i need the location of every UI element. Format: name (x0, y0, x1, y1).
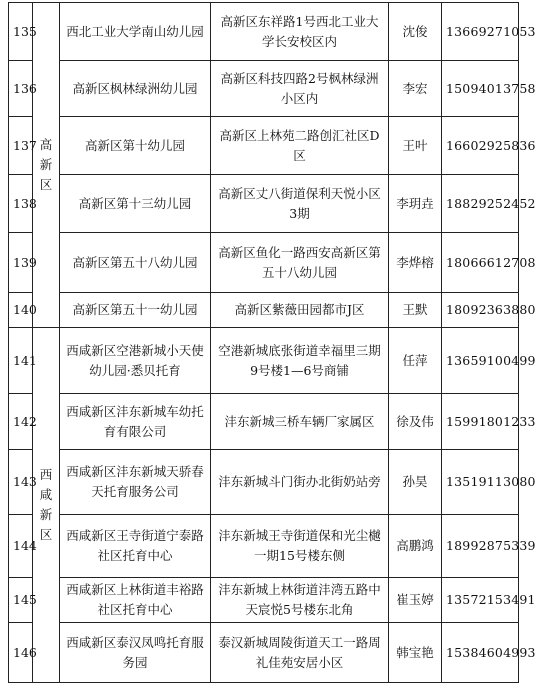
institution-name: 高新区第十三幼儿园 (60, 175, 211, 233)
row-number: 142 (9, 394, 33, 450)
institution-name: 西北工业大学南山幼儿园 (60, 3, 211, 61)
row-number: 137 (9, 117, 33, 175)
row-number: 136 (9, 61, 33, 117)
institution-address: 沣东新城斗门街办北街奶站旁 (211, 450, 389, 515)
contact-phone: 16602925836 (442, 117, 519, 175)
table-row (9, 233, 519, 293)
row-number: 139 (9, 233, 33, 293)
institution-address: 泰汉新城周陵街道天工一路周礼佳苑安居小区 (211, 623, 389, 683)
institution-name: 西咸新区空港新城小天使幼儿园·悉贝托育 (60, 328, 211, 394)
row-number: 146 (9, 623, 33, 683)
contact-person: 王默 (389, 293, 442, 328)
table-row (9, 578, 519, 623)
institution-address: 沣东新城上林街道沣湾五路中天宸悦5号楼东北角 (211, 578, 389, 623)
table-row (9, 328, 519, 394)
contact-person: 任萍 (389, 328, 442, 394)
institution-name: 西咸新区上林街道丰裕路社区托育中心 (60, 578, 211, 623)
institution-name: 高新区第五十一幼儿园 (60, 293, 211, 328)
contact-phone: 18992875339 (442, 515, 519, 578)
institution-address: 沣东新城三桥车辆厂家属区 (211, 394, 389, 450)
institution-address: 沣东新城王寺街道保和光尘樾一期15号楼东侧 (211, 515, 389, 578)
table-row (9, 3, 519, 61)
table-row (9, 61, 519, 117)
institution-name: 高新区第五十八幼儿园 (60, 233, 211, 293)
contact-person: 徐及伟 (389, 394, 442, 450)
contact-person: 沈俊 (389, 3, 442, 61)
institution-address: 高新区科技四路2号枫林绿洲小区内 (211, 61, 389, 117)
table-row (9, 117, 519, 175)
row-number: 138 (9, 175, 33, 233)
row-number: 135 (9, 3, 33, 61)
contact-person: 崔玉婷 (389, 578, 442, 623)
table-row (9, 394, 519, 450)
region-label: 西咸新区 (39, 467, 53, 542)
table-row (9, 623, 519, 683)
institution-name: 西咸新区泰汉凤鸣托育服务园 (60, 623, 211, 683)
institution-address: 高新区上林苑二路创汇社区D区 (211, 117, 389, 175)
contact-phone: 15384604993 (442, 623, 519, 683)
contact-person: 王叶 (389, 117, 442, 175)
row-number: 140 (9, 293, 33, 328)
institution-name: 高新区第十幼儿园 (60, 117, 211, 175)
region-label: 高新区 (39, 137, 53, 192)
contact-person: 韩宝艳 (389, 623, 442, 683)
row-number: 143 (9, 450, 33, 515)
row-number: 145 (9, 578, 33, 623)
institution-address: 高新区丈八街道保利天悦小区3期 (211, 175, 389, 233)
row-number: 141 (9, 328, 33, 394)
contact-phone: 18066612708 (442, 233, 519, 293)
contact-phone: 13572153491 (442, 578, 519, 623)
contact-person: 李宏 (389, 61, 442, 117)
institution-name: 西咸新区王寺街道宁泰路社区托育中心 (60, 515, 211, 578)
contact-phone: 13659100499 (442, 328, 519, 394)
institution-address: 高新区鱼化一路西安高新区第五十八幼儿园 (211, 233, 389, 293)
institution-address: 空港新城底张街道幸福里三期9号楼1—6号商铺 (211, 328, 389, 394)
institution-name: 西咸新区沣东新城车幼托育有限公司 (60, 394, 211, 450)
contact-person: 孙昊 (389, 450, 442, 515)
contact-person: 高鹏鸿 (389, 515, 442, 578)
contact-phone: 18829252452 (442, 175, 519, 233)
institution-address: 高新区东祥路1号西北工业大学长安校区内 (211, 3, 389, 61)
institution-name: 西咸新区沣东新城天骄春天托育服务公司 (60, 450, 211, 515)
row-number: 144 (9, 515, 33, 578)
contact-phone: 13669271053 (442, 3, 519, 61)
contact-person: 李烨榕 (389, 233, 442, 293)
table-row (9, 175, 519, 233)
contact-phone: 13519113080 (442, 450, 519, 515)
table-row (9, 450, 519, 515)
institution-address: 高新区紫薇田园都市J区 (211, 293, 389, 328)
contact-person: 李玥垚 (389, 175, 442, 233)
kindergarten-table (8, 2, 536, 683)
table-row (9, 515, 519, 578)
table-row (9, 293, 519, 328)
region-cell (33, 328, 60, 683)
institution-name: 高新区枫林绿洲幼儿园 (60, 61, 211, 117)
contact-phone: 15991801233 (442, 394, 519, 450)
contact-phone: 15094013758 (442, 61, 519, 117)
contact-phone: 18092363880 (442, 293, 519, 328)
region-cell (33, 3, 60, 328)
